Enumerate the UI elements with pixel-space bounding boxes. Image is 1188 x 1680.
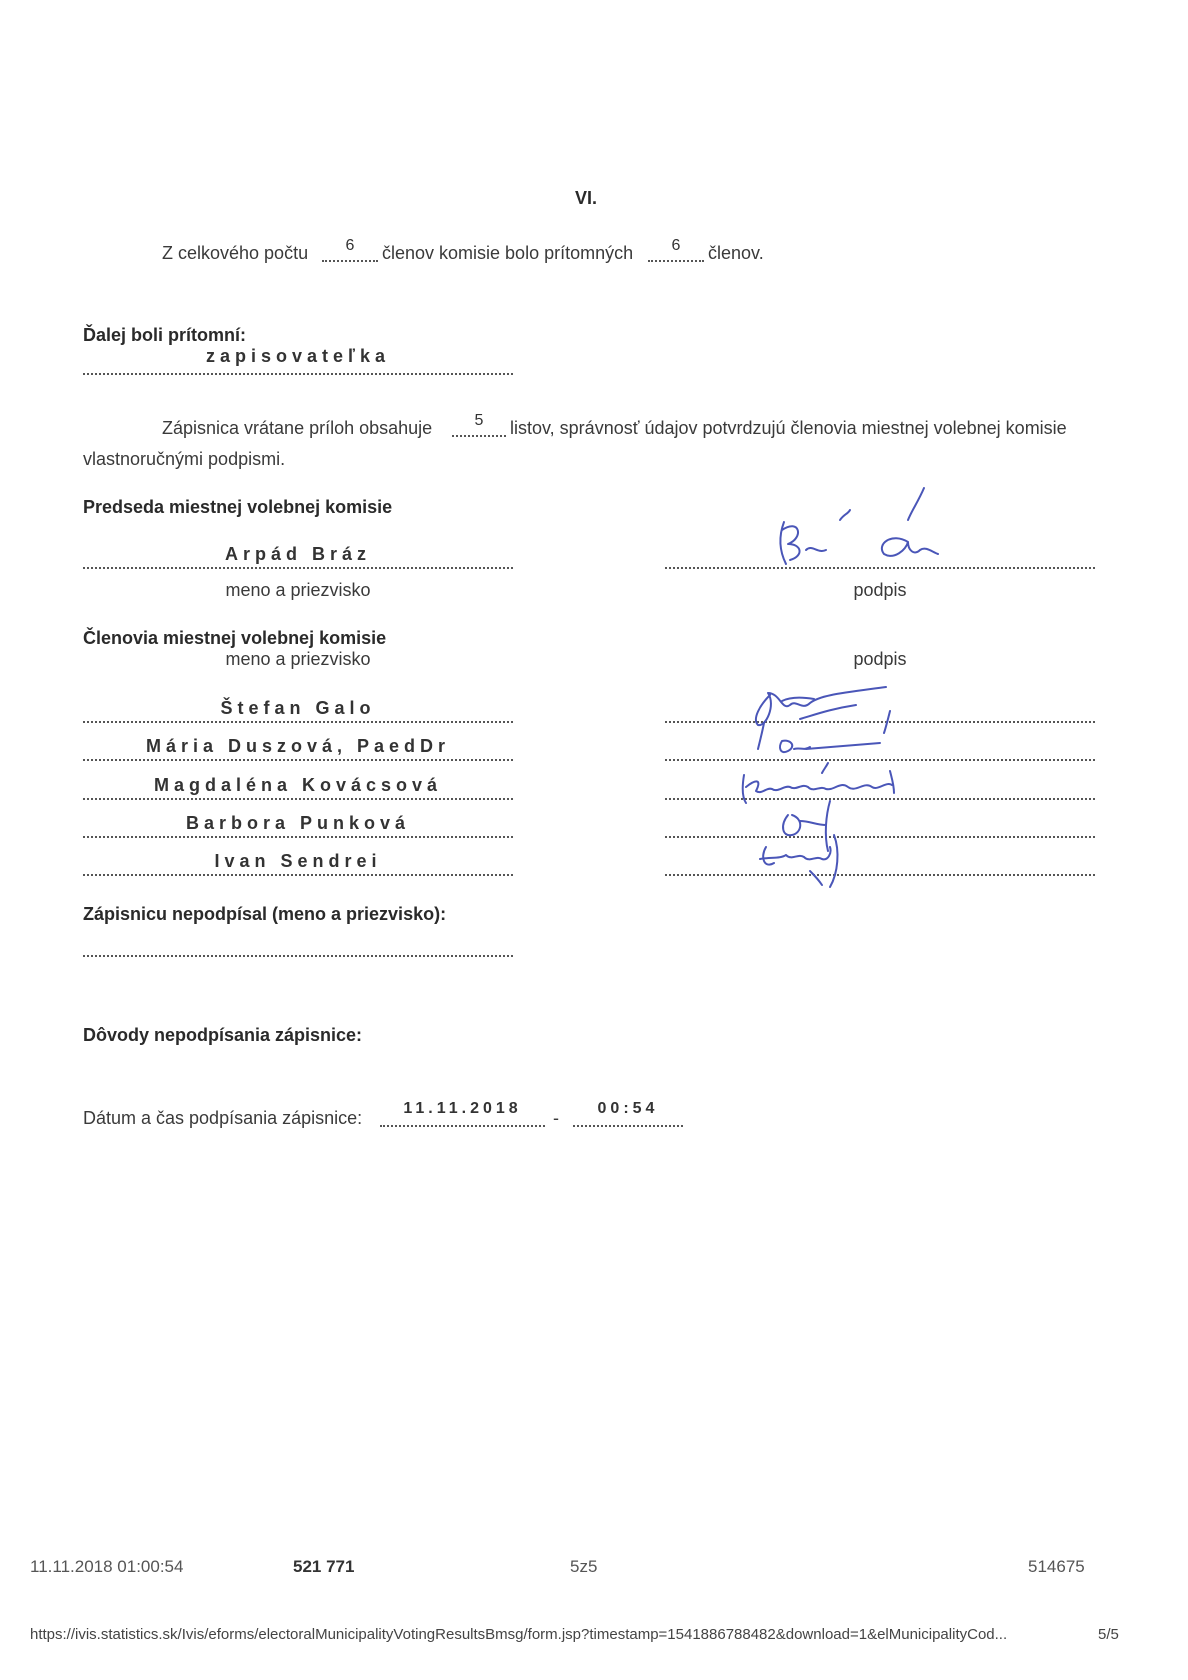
signing-label: Dátum a čas podpísania zápisnice: [83,1108,363,1128]
total-members-dots [322,260,378,262]
record-sheets-value: 5 [474,412,484,429]
print-url: https://ivis.statistics.sk/Ivis/eforms/electoralMunicipalityVotingResultsBmsg/form.jsp?timestamp=1541886788482&download=1&elMunicipalityCod... [30,1626,1008,1643]
member-name-dots-2 [83,759,513,761]
chair-label: Predseda miestnej volebnej komisie [83,497,393,517]
record-sheets-dots [452,435,506,437]
footer-code: 521 771 [293,1557,355,1576]
others-present-dots [83,373,513,375]
present-members-dots [648,260,704,262]
member-name-3: Magdaléna Kovácsová [153,775,443,795]
chair-name-caption: meno a priezvisko [225,580,371,600]
attendance-suffix: členov. [708,243,764,263]
chair-name: Arpád Bráz [224,544,372,564]
chair-name-dots [83,567,513,569]
chair-signature [760,480,960,580]
members-label: Členovia miestnej volebnej komisie [83,628,387,648]
member-name-5: Ivan Sendrei [214,851,382,871]
footer-page: 5z5 [570,1557,598,1576]
record-prefix: Zápisnica vrátane príloh obsahuje [162,418,433,438]
total-members-value: 6 [345,237,355,254]
footer-timestamp: 11.11.2018 01:00:54 [30,1557,184,1576]
member-name-dots-5 [83,874,513,876]
chair-signature-caption: podpis [853,580,907,600]
reasons-label: Dôvody nepodpísania zápisnice: [83,1025,363,1045]
record-line2: vlastnoručnými podpismi. [83,449,286,469]
present-members-value: 6 [671,237,681,254]
signing-date-dots [380,1125,545,1127]
not-signed-label: Zápisnicu nepodpísal (meno a priezvisko): [83,904,447,924]
others-present-label: Ďalej boli prítomní: [83,325,247,345]
member-name-2: Mária Duszová, PaedDr [145,736,451,756]
members-signatures [730,675,950,905]
section-heading: VI. [575,188,598,208]
footer-id: 514675 [1028,1557,1085,1576]
record-suffix: listov, správnosť údajov potvrdzujú členovia miestnej volebnej komisie [510,418,1067,438]
others-present-value: zapisovateľka [206,346,390,366]
members-name-caption: meno a priezvisko [225,649,371,669]
member-name-dots-3 [83,798,513,800]
members-signature-caption: podpis [853,649,907,669]
signing-time-dots [573,1125,683,1127]
member-name-4: Barbora Punková [185,813,411,833]
member-name-dots-4 [83,836,513,838]
attendance-middle: členov komisie bolo prítomných [382,243,634,263]
signing-separator: - [553,1108,559,1128]
not-signed-dots [83,955,513,957]
member-name-dots-1 [83,721,513,723]
signing-date: 11.11.2018 [403,1100,522,1117]
signing-time: 00:54 [597,1100,659,1117]
attendance-prefix: Z celkového počtu [162,243,309,263]
print-page-number: 5/5 [1098,1626,1119,1643]
member-name-1: Štefan Galo [220,698,376,718]
